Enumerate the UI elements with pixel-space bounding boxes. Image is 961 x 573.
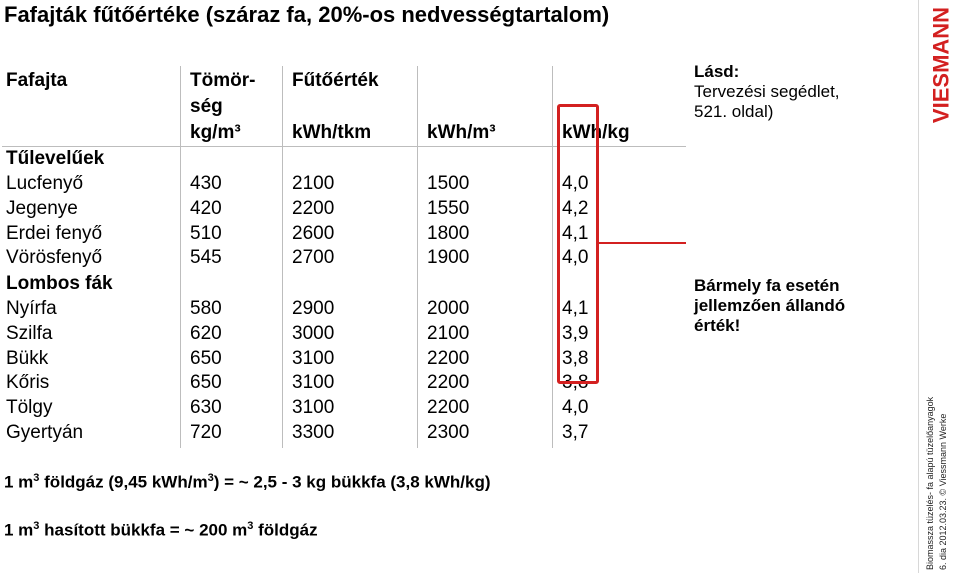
cell-kwh-kg: 4,1 xyxy=(562,298,589,319)
cell-kwh-m3: 1500 xyxy=(427,173,470,194)
cell-kwh-kg: 4,2 xyxy=(562,198,589,219)
cell-species: Gyertyán xyxy=(6,422,84,443)
highlight-connector-line xyxy=(596,242,686,244)
cell-species: Kőris xyxy=(6,372,50,393)
formula2-sup: 3 xyxy=(33,520,40,532)
formula2-sup: 3 xyxy=(247,520,254,532)
header-density-line2: ség xyxy=(190,96,223,117)
cell-kwh-m3: 2200 xyxy=(427,397,470,418)
cell-kwh-tkm: 2700 xyxy=(292,247,335,268)
cell-species: Erdei fenyő xyxy=(6,223,103,244)
cell-species: Jegenye xyxy=(6,198,78,219)
constant-note-line2: jellemzően állandó xyxy=(694,296,846,315)
cell-density: 580 xyxy=(190,298,222,319)
formula1-sup: 3 xyxy=(207,472,214,484)
cell-kwh-tkm: 2900 xyxy=(292,298,335,319)
cell-kwh-kg: 4,1 xyxy=(562,223,589,244)
reference-note-line3: 521. oldal) xyxy=(694,102,774,121)
cell-kwh-m3: 2000 xyxy=(427,298,470,319)
column-divider xyxy=(417,66,418,448)
cell-kwh-tkm: 2100 xyxy=(292,173,335,194)
sidebar-slide-info: 6. dia 2012.03.23. © Viessmann Werke xyxy=(938,413,948,570)
cell-kwh-tkm: 3300 xyxy=(292,422,335,443)
header-density-line1: Tömör- xyxy=(190,70,256,91)
formula-beech-to-gas xyxy=(4,520,318,541)
cell-density: 630 xyxy=(190,397,222,418)
header-unit-m3: kWh/m³ xyxy=(427,122,496,143)
reference-note xyxy=(694,62,840,122)
column-divider xyxy=(180,66,181,448)
header-unit-tkm: kWh/tkm xyxy=(292,122,372,143)
cell-kwh-m3: 2200 xyxy=(427,348,470,369)
cell-species: Szilfa xyxy=(6,323,53,344)
cell-kwh-tkm: 3100 xyxy=(292,372,335,393)
header-species: Fafajta xyxy=(6,70,68,91)
viessmann-logo xyxy=(930,0,952,130)
group-deciduous: Lombos fák xyxy=(6,273,113,294)
formula2-part-b: hasított bükkfa = ~ 200 m xyxy=(39,520,248,540)
cell-kwh-kg: 3,8 xyxy=(562,372,589,393)
cell-kwh-m3: 1900 xyxy=(427,247,470,268)
formula1-part-c: ) = ~ 2,5 - 3 kg bükkfa (3,8 kWh/kg) xyxy=(213,472,491,492)
cell-kwh-m3: 2200 xyxy=(427,372,470,393)
cell-kwh-tkm: 3100 xyxy=(292,348,335,369)
cell-kwh-kg: 3,8 xyxy=(562,348,589,369)
reference-note-line1: Lásd: xyxy=(694,62,740,81)
page-title: Fafajták fűtőértéke (száraz fa, 20%-os nedvességtartalom) xyxy=(4,2,610,27)
cell-kwh-kg: 4,0 xyxy=(562,173,589,194)
cell-kwh-m3: 2100 xyxy=(427,323,470,344)
header-density-unit: kg/m³ xyxy=(190,122,241,143)
constant-note-line3: érték! xyxy=(694,316,741,335)
cell-kwh-m3: 1550 xyxy=(427,198,470,219)
formula-gas-to-beech xyxy=(4,472,491,493)
cell-density: 545 xyxy=(190,247,222,268)
cell-kwh-kg: 3,9 xyxy=(562,323,589,344)
column-divider xyxy=(552,66,553,448)
constant-note-line1: Bármely fa esetén xyxy=(694,276,840,295)
cell-species: Lucfenyő xyxy=(6,173,84,194)
cell-density: 420 xyxy=(190,198,222,219)
formula2-part-a: 1 m xyxy=(4,520,34,540)
column-divider xyxy=(282,66,283,448)
group-conifers: Tűlevelűek xyxy=(6,148,105,169)
cell-kwh-tkm: 3100 xyxy=(292,397,335,418)
cell-kwh-kg: 3,7 xyxy=(562,422,589,443)
formula1-part-a: 1 m xyxy=(4,472,34,492)
formula1-part-b: földgáz (9,45 kWh/m xyxy=(39,472,208,492)
viessmann-logo-text: VIESMANN xyxy=(928,6,954,124)
header-unit-kg: kWh/kg xyxy=(562,122,630,143)
cell-density: 650 xyxy=(190,348,222,369)
sidebar-subject-text: Biomassza tüzelés- fa alapú tüzelőanyagok xyxy=(925,396,935,570)
cell-density: 510 xyxy=(190,223,222,244)
cell-kwh-m3: 1800 xyxy=(427,223,470,244)
cell-species: Tölgy xyxy=(6,397,53,418)
header-heating-value: Fűtőérték xyxy=(292,70,379,91)
reference-note-line2: Tervezési segédlet, xyxy=(694,82,840,101)
cell-kwh-tkm: 2600 xyxy=(292,223,335,244)
formula2-part-c: földgáz xyxy=(253,520,318,540)
cell-species: Nyírfa xyxy=(6,298,57,319)
cell-kwh-tkm: 2200 xyxy=(292,198,335,219)
cell-density: 720 xyxy=(190,422,222,443)
cell-density: 620 xyxy=(190,323,222,344)
cell-density: 650 xyxy=(190,372,222,393)
formula1-sup: 3 xyxy=(33,472,40,484)
cell-species: Bükk xyxy=(6,348,49,369)
cell-kwh-m3: 2300 xyxy=(427,422,470,443)
cell-kwh-kg: 4,0 xyxy=(562,397,589,418)
kwh-kg-highlight-box xyxy=(557,104,599,384)
cell-density: 430 xyxy=(190,173,222,194)
cell-kwh-kg: 4,0 xyxy=(562,247,589,268)
cell-kwh-tkm: 3000 xyxy=(292,323,335,344)
constant-value-note xyxy=(694,276,845,336)
cell-species: Vörösfenyő xyxy=(6,247,103,268)
